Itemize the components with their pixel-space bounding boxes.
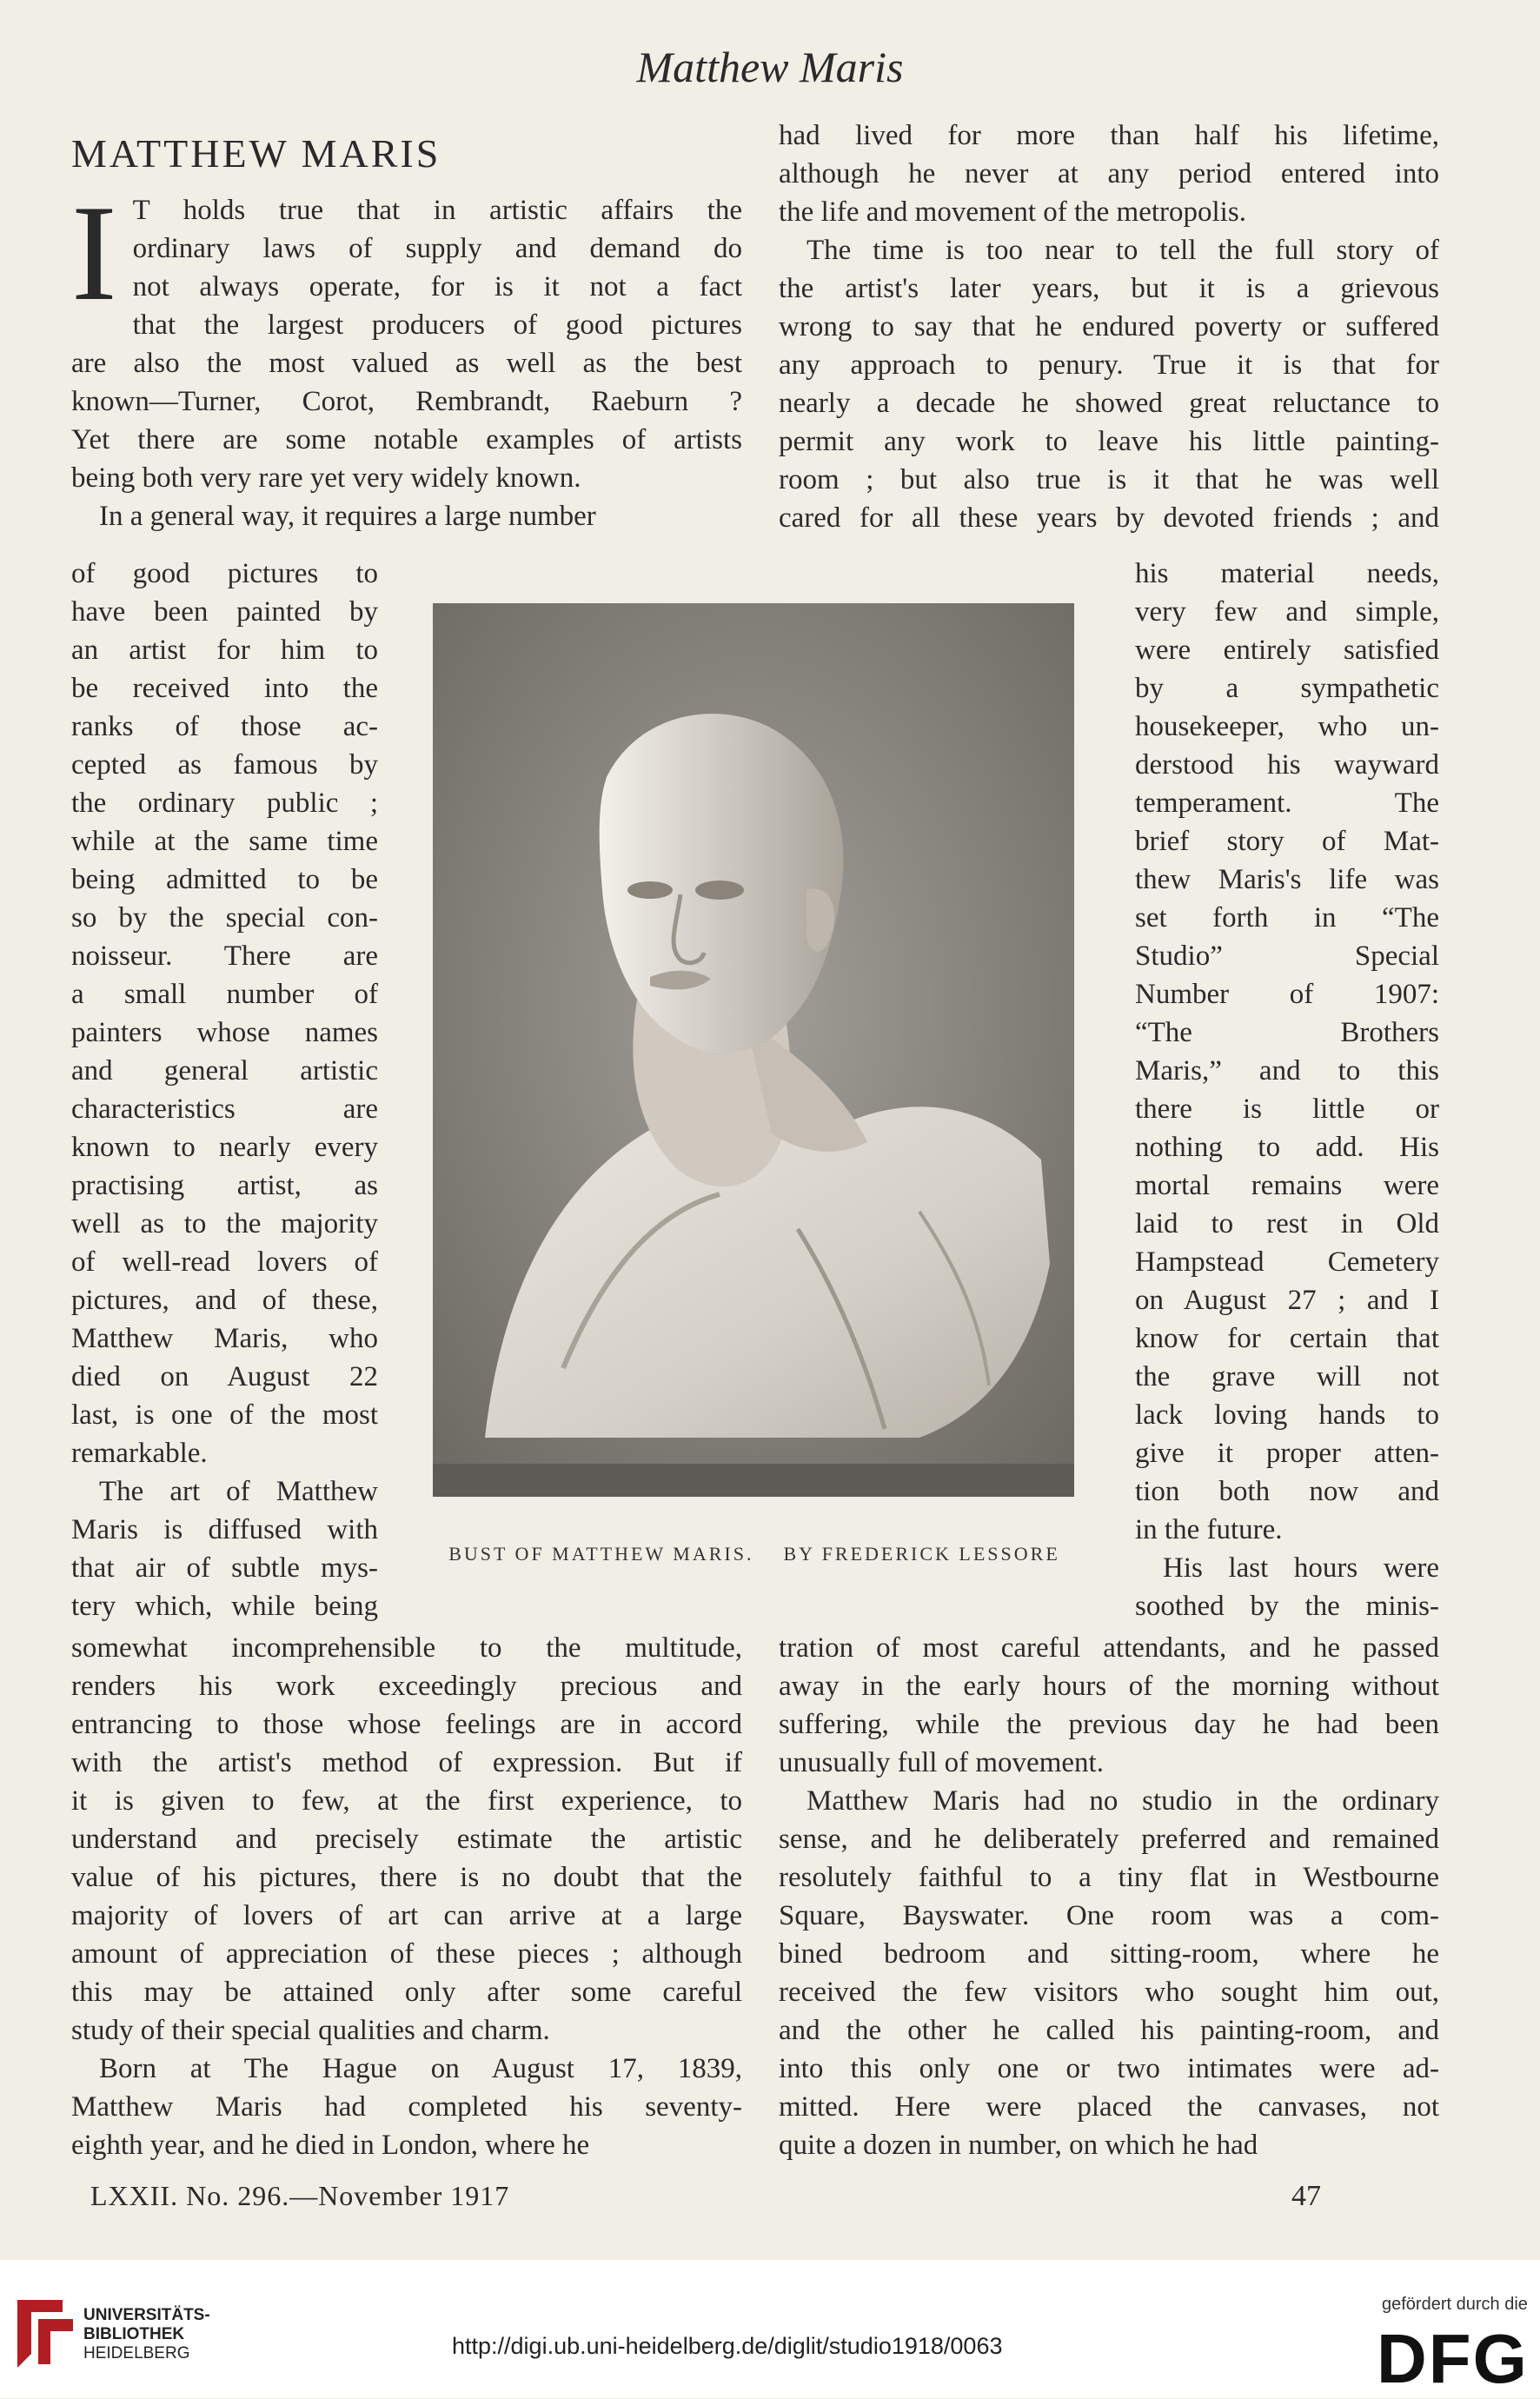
text-line: Hampstead Cemetery (1135, 1246, 1439, 1278)
text-line: it is given to few, at the first experience, to (71, 1785, 742, 1817)
text-line: Square, Bayswater. One room was a com- (779, 1900, 1439, 1931)
text-line: although he never at any period entered into (779, 158, 1439, 189)
library-logo-icon (12, 2293, 78, 2371)
left-column-bottom (71, 1629, 742, 2164)
text-line: an artist for him to (71, 635, 378, 666)
text-line: Number of 1907: (1135, 979, 1439, 1010)
bust-photograph (433, 603, 1074, 1497)
text-line: any approach to penury. True it is that for (779, 349, 1439, 381)
text-line: not always operate, for is it not a fact (132, 271, 742, 302)
text-line: temperament. The (1135, 787, 1439, 819)
text-line: nearly a decade he showed great reluctance to (779, 388, 1439, 419)
text-line: pictures, and of these, (71, 1285, 378, 1316)
text-line: tery which, while being (71, 1591, 378, 1622)
text-line: ranks of those ac- (71, 711, 378, 742)
library-name-line-3: HEIDELBERG (83, 2344, 190, 2362)
text-line: tration of most careful attendants, and he passed (779, 1632, 1439, 1664)
text-line: In a general way, it requires a large number (99, 501, 596, 532)
text-line: set forth in “The (1135, 902, 1439, 934)
text-line: noisseur. There are (71, 940, 378, 972)
text-line: that air of subtle mys- (71, 1552, 378, 1584)
library-name-line-1: UNIVERSITÄTS- (83, 2306, 210, 2324)
text-line: resolutely faithful to a tiny flat in Westbourne (779, 1862, 1439, 1893)
text-line: The art of Matthew (99, 1476, 378, 1507)
right-column-top (779, 116, 1439, 537)
text-line: Yet there are some notable examples of artists (71, 424, 742, 455)
text-line: His last hours were (1163, 1552, 1439, 1584)
text-line: derstood his wayward (1135, 749, 1439, 781)
text-line: while at the same time (71, 826, 378, 857)
text-line: majority of lovers of art can arrive at a large (71, 1900, 742, 1931)
volume-info: LXXII. No. 296.—November 1917 (90, 2180, 510, 2211)
text-line: mortal remains were (1135, 1170, 1439, 1201)
text-line: Maris is diffused with (71, 1514, 378, 1545)
digital-library-bar (0, 2260, 1540, 2398)
library-name-line-2: BIBLIOTHEK (83, 2325, 185, 2343)
text-line: in the future. (1135, 1514, 1283, 1545)
text-line: cepted as famous by (71, 749, 378, 781)
text-line: and the other he called his painting-room, and (779, 2015, 1439, 2046)
text-line: the grave will not (1135, 1361, 1439, 1392)
text-line: a small number of (71, 979, 378, 1010)
text-line: room ; but also true is it that he was well (779, 464, 1439, 495)
article-heading: MATTHEW MARIS (71, 131, 441, 176)
text-line: practising artist, as (71, 1170, 378, 1201)
text-line: being admitted to be (71, 864, 378, 895)
text-line: are also the most valued as well as the best (71, 348, 742, 379)
text-line: bined bedroom and sitting-room, where he (779, 1938, 1439, 1970)
text-line: suffering, while the previous day he had been (779, 1709, 1439, 1740)
text-line: Matthew Maris had no studio in the ordinary (807, 1785, 1439, 1817)
figure-caption: BUST OF MATTHEW MARIS. BY FREDERICK LESSORE (448, 1543, 1060, 1565)
dfg-logo: DFG (1377, 2320, 1529, 2397)
text-line: T holds true that in artistic affairs the (132, 195, 742, 226)
text-line: entrancing to those whose feelings are in accord (71, 1709, 742, 1740)
text-line: into this only one or two intimates were ad- (779, 2053, 1439, 2084)
text-line: be received into the (71, 673, 378, 704)
text-line: quite a dozen in number, on which he had (779, 2130, 1258, 2161)
text-line: remarkable. (71, 1438, 208, 1469)
text-line: so by the special con- (71, 902, 378, 934)
text-line: study of their special qualities and charm. (71, 2015, 550, 2046)
right-column-narrow (1135, 555, 1439, 1625)
text-line: permit any work to leave his little painting- (779, 426, 1439, 457)
text-line: know for certain that (1135, 1323, 1439, 1354)
text-line: the artist's later years, but it is a grievous (779, 273, 1439, 304)
text-line: were entirely satisfied (1135, 635, 1439, 666)
text-line: by a sympathetic (1135, 673, 1439, 704)
text-line: very few and simple, (1135, 596, 1439, 628)
text-line: value of his pictures, there is no doubt that the (71, 1862, 742, 1893)
text-line: eighth year, and he died in London, where he (71, 2130, 590, 2161)
left-column-top (71, 177, 742, 535)
text-line: cared for all these years by devoted friends ; and (779, 502, 1439, 534)
text-line: died on August 22 (71, 1361, 378, 1392)
text-line: received the few visitors who sought him out, (779, 1977, 1439, 2008)
drop-cap: I (71, 177, 117, 329)
text-line: give it proper atten- (1135, 1438, 1439, 1469)
text-line: nothing to add. His (1135, 1132, 1439, 1163)
text-line: Matthew Maris had completed his seventy- (71, 2091, 742, 2123)
text-line: characteristics are (71, 1093, 378, 1125)
text-line: The time is too near to tell the full story of (807, 235, 1439, 266)
text-line: his material needs, (1135, 558, 1439, 589)
text-line: Matthew Maris, who (71, 1323, 378, 1354)
bust-image (433, 603, 1074, 1497)
text-line: known—Turner, Corot, Rembrandt, Raeburn ? (71, 386, 742, 417)
text-line: housekeeper, who un- (1135, 711, 1439, 742)
text-line: mitted. Here were placed the canvases, not (779, 2091, 1439, 2123)
text-line: lack loving hands to (1135, 1399, 1439, 1431)
funded-by-label: gefördert durch die (1382, 2295, 1528, 2314)
text-line: known to nearly every (71, 1132, 378, 1163)
text-line: have been painted by (71, 596, 378, 628)
left-column-narrow (71, 555, 378, 1625)
text-line: amount of appreciation of these pieces ; although (71, 1938, 742, 1970)
text-line: of good pictures to (71, 558, 378, 589)
permalink[interactable]: http://digi.ub.uni-heidelberg.de/diglit/studio1918/0063 (452, 2333, 1003, 2359)
text-line: this may be attained only after some careful (71, 1977, 742, 2008)
text-line: somewhat incomprehensible to the multitude, (71, 1632, 742, 1664)
text-line: the ordinary public ; (71, 787, 378, 819)
text-line: understand and precisely estimate the artistic (71, 1824, 742, 1855)
text-line: well as to the majority (71, 1208, 378, 1239)
text-line: renders his work exceedingly precious and (71, 1671, 742, 1702)
library-name (83, 2306, 210, 2363)
page-title: Matthew Maris (636, 43, 904, 91)
text-line: with the artist's method of expression. But if (71, 1747, 742, 1778)
text-line: sense, and he deliberately preferred and remained (779, 1824, 1439, 1855)
text-line: tion both now and (1135, 1476, 1439, 1507)
text-line: of well-read lovers of (71, 1246, 378, 1278)
text-line: last, is one of the most (71, 1399, 378, 1431)
text-line: Studio” Special (1135, 940, 1439, 972)
text-line: had lived for more than half his lifetime, (779, 120, 1439, 151)
text-line: ordinary laws of supply and demand do (132, 233, 742, 264)
text-line: painters whose names (71, 1017, 378, 1048)
text-line: the life and movement of the metropolis. (779, 196, 1246, 228)
text-line: that the largest producers of good pictures (132, 309, 742, 341)
text-line: thew Maris's life was (1135, 864, 1439, 895)
page-number: 47 (1291, 2180, 1321, 2212)
right-column-bottom (779, 1629, 1439, 2164)
text-line: on August 27 ; and I (1135, 1285, 1439, 1316)
text-line: there is little or (1135, 1093, 1439, 1125)
text-line: Maris,” and to this (1135, 1055, 1439, 1087)
text-line: unusually full of movement. (779, 1747, 1104, 1778)
text-line: “The Brothers (1135, 1017, 1439, 1048)
text-line: away in the early hours of the morning without (779, 1671, 1439, 1702)
text-line: wrong to say that he endured poverty or suffered (779, 311, 1439, 342)
text-line: and general artistic (71, 1055, 378, 1087)
text-line: being both very rare yet very widely known. (71, 462, 581, 494)
text-line: soothed by the minis- (1135, 1591, 1439, 1622)
text-line: Born at The Hague on August 17, 1839, (99, 2053, 742, 2084)
text-line: laid to rest in Old (1135, 1208, 1439, 1239)
text-line: brief story of Mat- (1135, 826, 1439, 857)
